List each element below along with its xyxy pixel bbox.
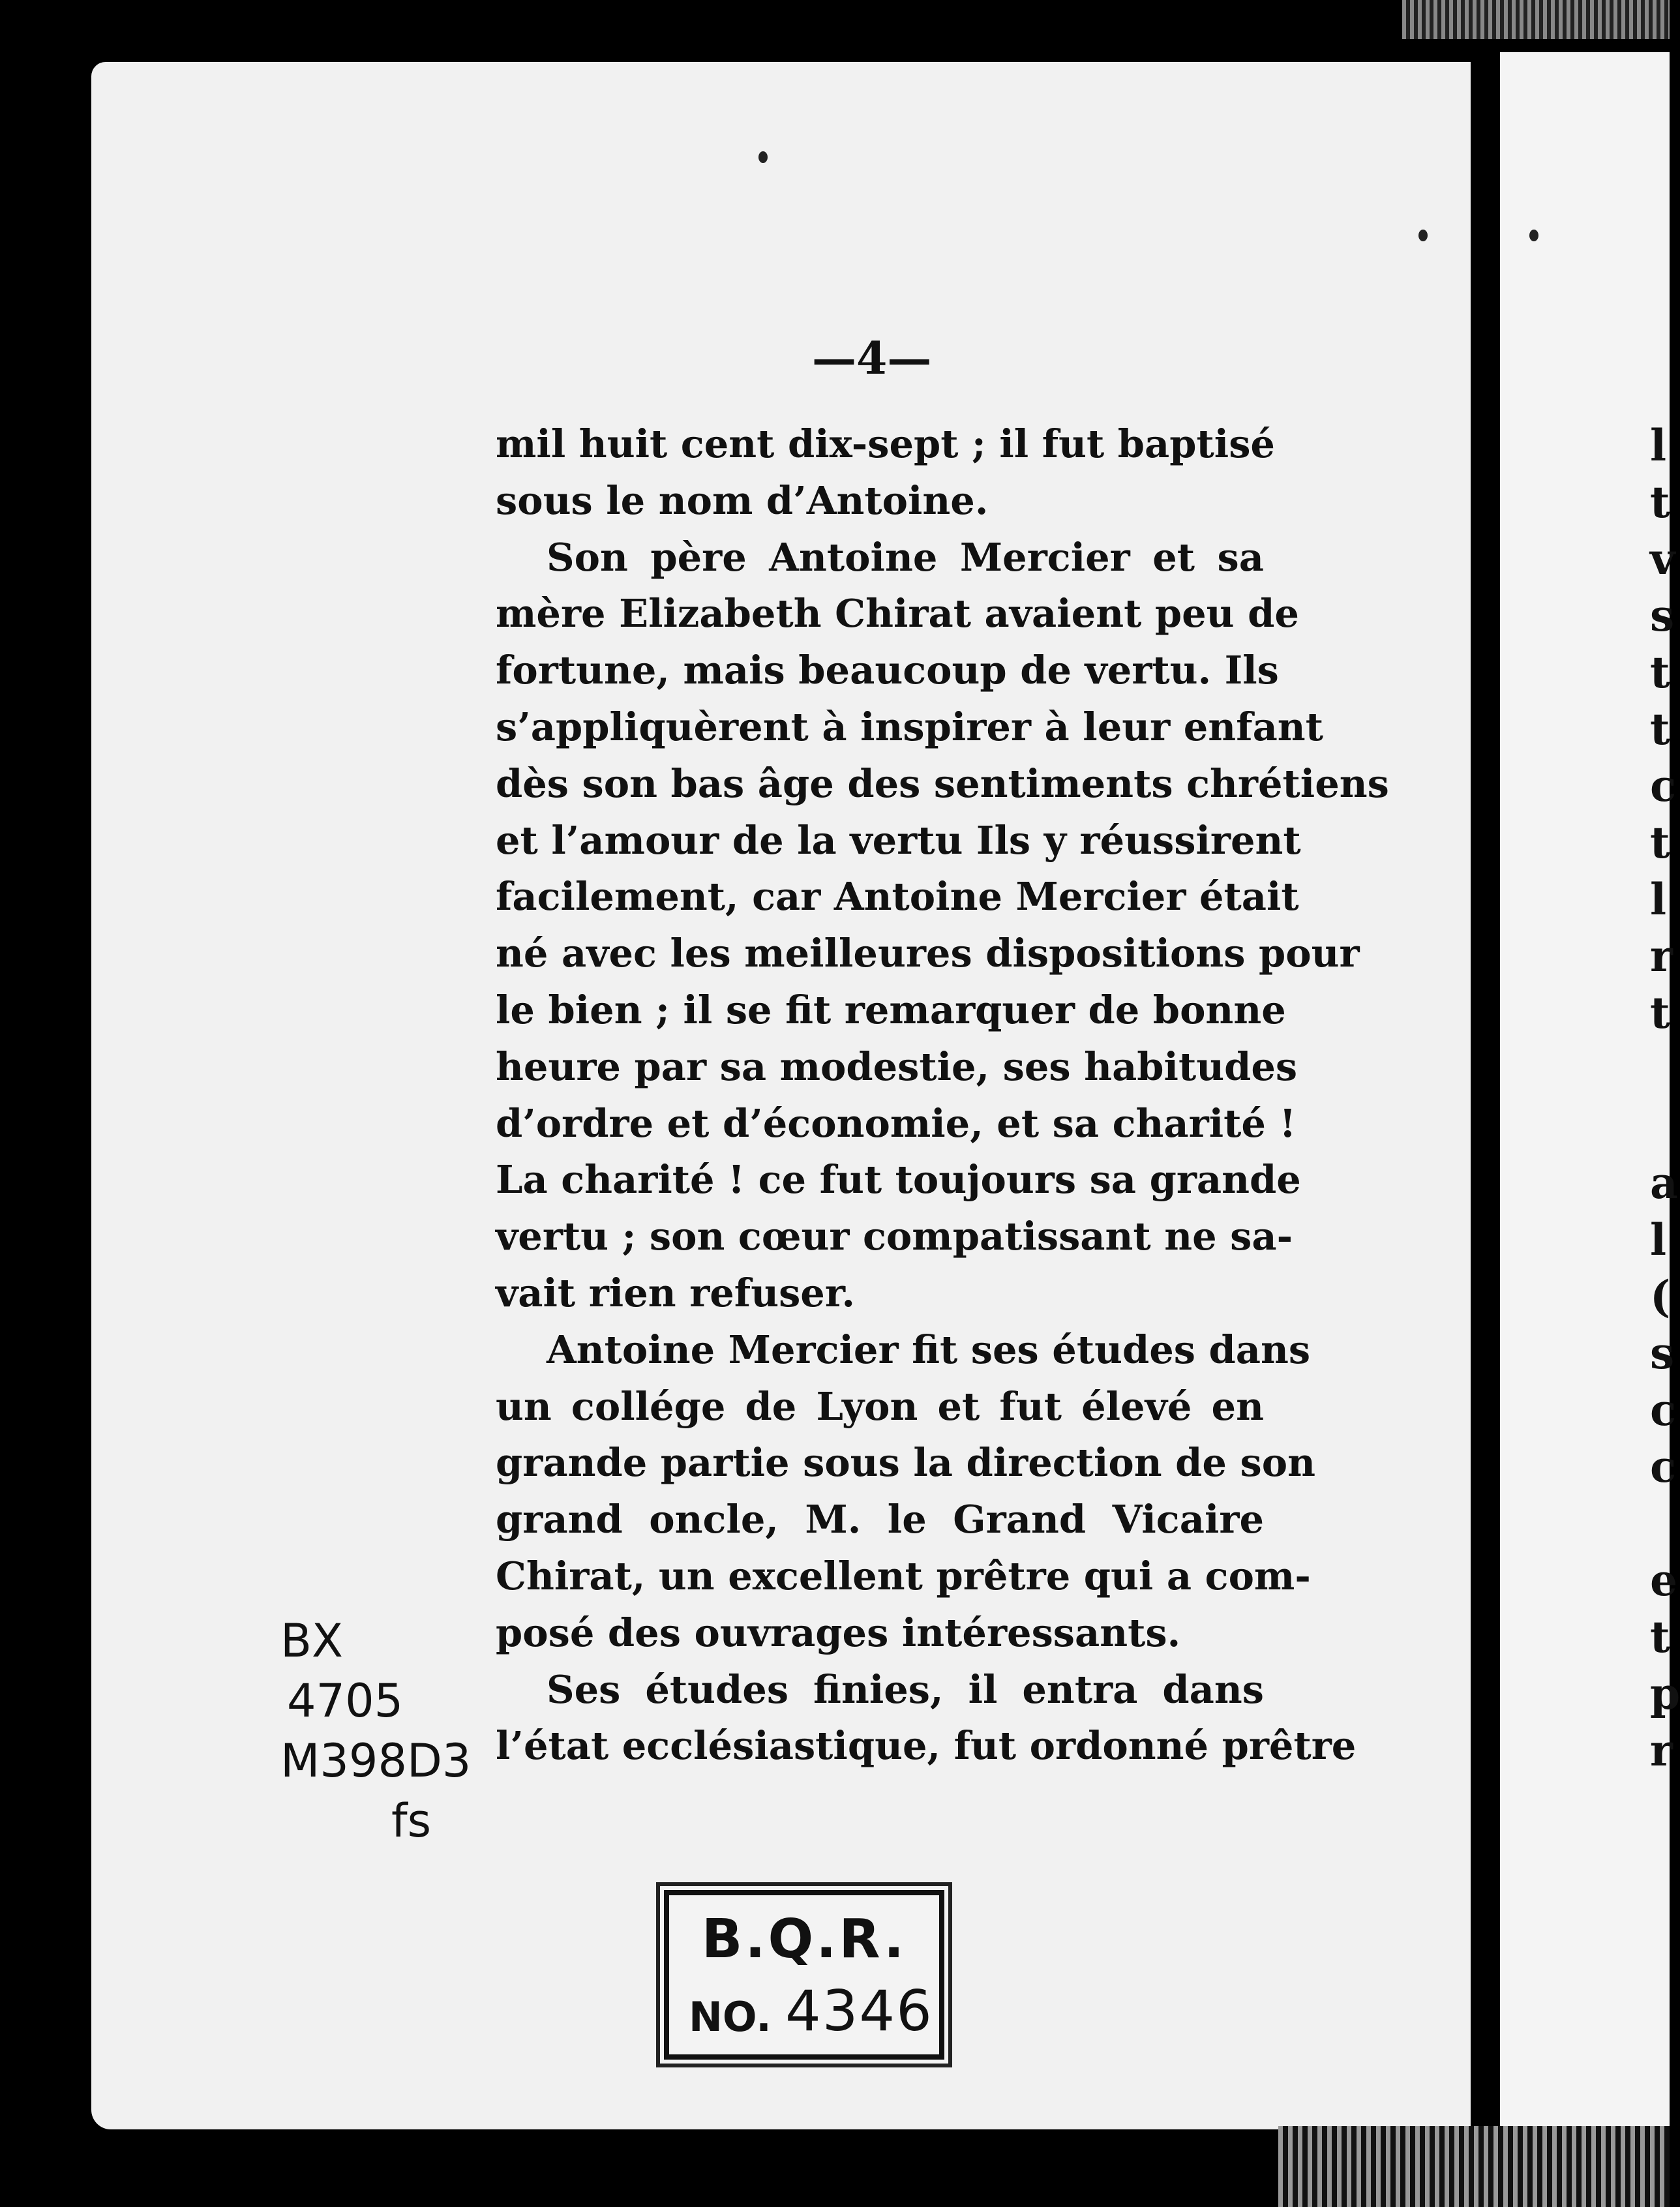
facing-page-fragment: l [1650,1214,1667,1265]
facing-page-fragment: c [1650,1385,1677,1435]
facing-page-fragment: t [1650,1612,1670,1662]
text-line: Ses études finies, il entra dans [547,1666,1264,1712]
stamp-number: 4346 [785,1979,933,2044]
facing-page-fragment [1650,1042,1670,1098]
text-line: Chirat, un excellent prêtre qui a com- [496,1553,1311,1599]
film-edge-bottom [1278,2126,1670,2207]
facing-page-fragment: t [1650,647,1670,698]
facing-page-fragment: t [1650,817,1670,868]
page-number: —4— [812,333,932,385]
facing-page-fragment [1650,1495,1670,1552]
stamp-title: B.Q.R. [701,1908,907,1970]
text-line: Antoine Mercier fit ses études dans [547,1327,1311,1372]
text-line: heure par sa modestie, ses habitudes [496,1043,1298,1089]
text-line: fortune, mais beaucoup de vertu. Ils [496,648,1279,693]
text-line: posé des ouvrages intéressants. [496,1610,1181,1655]
text-line: mil huit cent dix-sept ; il fut baptisé [496,421,1275,466]
text-line: un collége de Lyon et fut élevé en [496,1383,1264,1429]
facing-page-fragment [1650,1098,1670,1155]
facing-page-fragment: r [1650,931,1673,982]
text-line: La charité ! ce fut toujours sa grande [496,1157,1301,1203]
facing-page-fragment: l [1650,420,1667,471]
text-line: sous le nom d’Antoine. [496,477,989,523]
text-line: le bien ; il se fit remarquer de bonne [496,987,1286,1032]
call-number-line: 4705 [287,1674,404,1728]
text-line: et l’amour de la vertu Ils y réussirent [496,817,1301,863]
text-line: s’appliquèrent à inspirer à leur enfant [496,704,1323,749]
facing-page-fragment: s [1650,1328,1675,1379]
speck [1529,230,1538,241]
text-line: d’ordre et d’économie, et sa charité ! [496,1100,1297,1146]
book-gutter [1471,39,1497,2139]
text-line: Son père Antoine Mercier et sa [547,534,1264,580]
film-edge-top [1402,0,1670,39]
call-number-line: BX [280,1614,343,1668]
text-line: l’état ecclésiastique, fut ordonné prêtre [496,1723,1357,1769]
facing-page-fragment: e [1650,1555,1677,1606]
handwritten-call-number [280,1611,471,1851]
facing-page-fragment: s [1650,590,1675,641]
facing-page-fragment: l [1650,874,1667,925]
speck [758,151,768,163]
library-stamp [664,1890,944,2060]
speck [1418,230,1428,241]
body-text [496,416,1389,1775]
text-line: vait rien refuser. [496,1270,856,1315]
facing-page-fragment: v [1650,533,1675,584]
text-line: né avec les meilleures dispositions pour [496,931,1360,976]
facing-page-fragment: t [1650,477,1670,528]
text-line: facilement, car Antoine Mercier était [496,874,1299,920]
text-line: vertu ; son cœur compatissant ne sa- [496,1214,1293,1259]
facing-page-fragment: c [1650,760,1677,811]
text-line: dès son bas âge des sentiments chrétiens [496,760,1389,806]
facing-page-fragment: r [1650,1725,1673,1776]
text-line: grande partie sous la direction de son [496,1440,1315,1486]
facing-page-text-fragments [1650,417,1680,2048]
facing-page-fragment: ( [1650,1271,1671,1322]
call-number-line: fs [391,1794,432,1848]
call-number-line: M398D3 [280,1734,472,1788]
text-line: grand oncle, M. le Grand Vicaire [496,1497,1264,1542]
facing-page-fragment: t [1650,704,1670,755]
facing-page-fragment: p [1650,1668,1680,1719]
stamp-number-prefix: NO. [689,1993,772,2041]
facing-page-fragment: a [1650,1158,1678,1209]
facing-page [1500,52,1680,2133]
facing-page-fragment: t [1650,987,1670,1038]
text-line: mère Elizabeth Chirat avaient peu de [496,591,1299,637]
facing-page-fragment: c [1650,1441,1677,1492]
